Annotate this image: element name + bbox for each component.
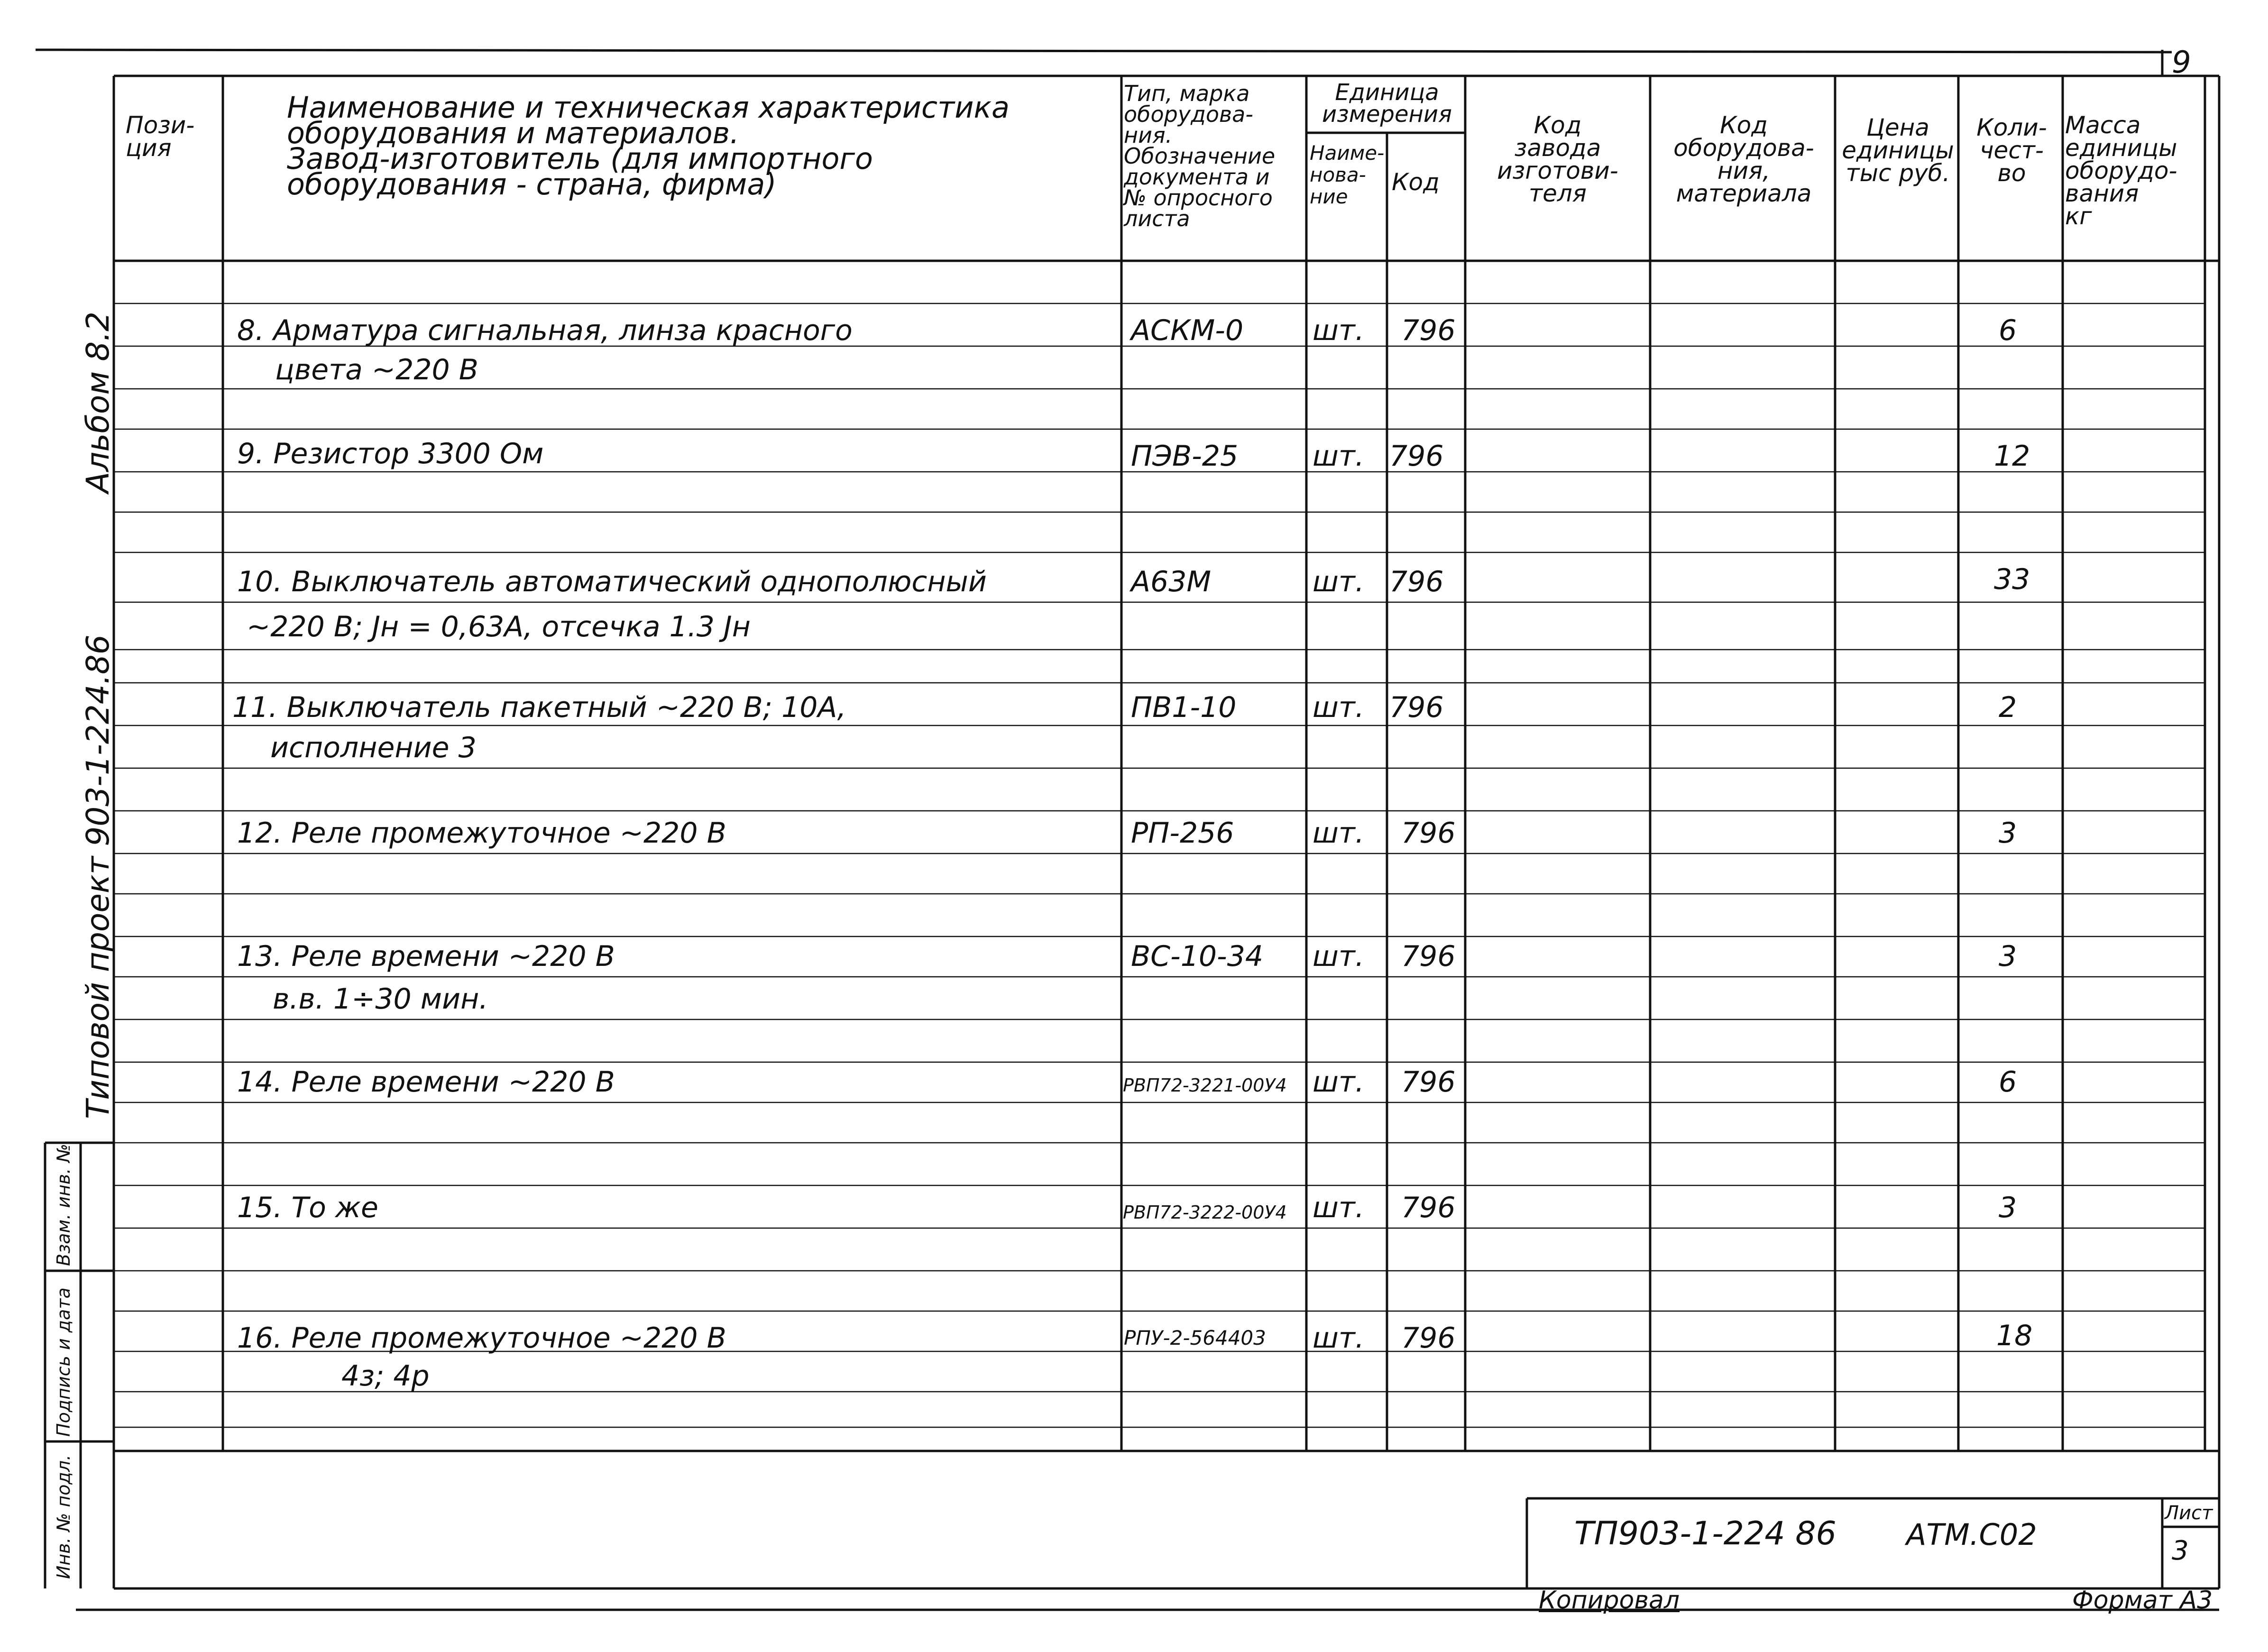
table-row-16-name-cont: 4з; 4р (341, 1359, 430, 1393)
table-row-15-name: 15. То же (237, 1191, 378, 1224)
table-row-8-unit: шт. (1313, 314, 1364, 347)
table-row-8-name-cont: цвета ~220 В (275, 353, 478, 386)
table-row-11-type: ПВ1-10 (1131, 691, 1237, 724)
table-row-15-unit: шт. (1313, 1191, 1364, 1224)
table-row-8-type: АСКМ-0 (1131, 314, 1244, 347)
table-row-9-unit: шт. (1313, 440, 1364, 473)
header-position: Пози- ция (126, 111, 195, 162)
document-mark: АТМ.С02 (1906, 1517, 2037, 1552)
table-row-9-type: ПЭВ-25 (1131, 440, 1239, 473)
sheet-number: 3 (2172, 1535, 2189, 1566)
corner-sheet-number: 9 (2172, 45, 2191, 80)
table-row-11-code: 796 (1389, 691, 1444, 724)
table-row-13-qty: 3 (1999, 940, 2017, 973)
table-row-12-type: РП-256 (1131, 817, 1234, 850)
table-row-8-qty: 6 (1999, 314, 2017, 347)
table-row-11-unit: шт. (1313, 691, 1364, 724)
header-unit-code: Код (1392, 168, 1440, 196)
table-row-12-code: 796 (1401, 817, 1456, 850)
table-row-12-name: 12. Реле промежуточное ~220 В (237, 817, 726, 850)
sheet-label: Лист (2165, 1502, 2213, 1524)
table-row-13-name-cont: в.в. 1÷30 мин. (273, 982, 488, 1016)
header-equipment-code: Код оборудова- ния, материала (1673, 111, 1814, 207)
table-row-11-name: 11. Выключатель пакетный ~220 В; 10А, (232, 691, 846, 724)
table-row-14-code: 796 (1401, 1065, 1456, 1099)
table-row-13-name: 13. Реле времени ~220 В (237, 940, 615, 973)
stamp-inv-number: Инв. № подл. (53, 1454, 74, 1579)
table-row-13-code: 796 (1401, 940, 1456, 973)
table-row-11-name-cont: исполнение 3 (270, 731, 477, 764)
stamp-signature-date: Подпись и дата (53, 1287, 74, 1437)
table-row-10-unit: шт. (1313, 565, 1364, 598)
header-unit: Единица измерения (1322, 79, 1452, 128)
header-price: Цена единицы тыс руб. (1842, 114, 1954, 187)
header-quantity: Коли- чест- во (1976, 114, 2047, 187)
album-label: Альбом 8.2 (80, 311, 116, 493)
table-row-14-unit: шт. (1313, 1065, 1364, 1099)
header-unit-name: Наиме- нова- ние (1310, 141, 1385, 208)
table-row-16-qty: 18 (1996, 1319, 2033, 1352)
table-row-12-qty: 3 (1999, 817, 2017, 850)
table-row-8-code: 796 (1401, 314, 1456, 347)
table-row-10-type: А63М (1131, 565, 1212, 598)
table-row-10-code: 796 (1389, 565, 1444, 598)
table-row-10-name-cont: ~220 В; Jн = 0,63А, отсечка 1.3 Jн (247, 610, 751, 643)
table-row-10-qty: 33 (1994, 563, 2030, 596)
table-row-9-name: 9. Резистор 3300 Ом (237, 437, 544, 470)
table-row-9-code: 796 (1389, 440, 1444, 473)
document-number: ТП903-1-224 86 (1574, 1515, 1836, 1552)
format-label: Формат А3 (2072, 1586, 2213, 1615)
table-row-16-code: 796 (1401, 1322, 1456, 1355)
table-row-14-type: РВП72-3221-00У4 (1123, 1075, 1287, 1096)
table-row-15-type: РВП72-3222-00У4 (1123, 1202, 1287, 1223)
table-row-16-name: 16. Реле промежуточное ~220 В (237, 1322, 726, 1355)
project-label: Типовой проект 903-1-224.86 (80, 634, 116, 1119)
table-row-16-unit: шт. (1313, 1322, 1364, 1355)
table-row-14-qty: 6 (1999, 1065, 2017, 1099)
table-row-10-name: 10. Выключатель автоматический однополюсный (237, 565, 987, 598)
table-row-12-unit: шт. (1313, 817, 1364, 850)
table-row-9-qty: 12 (1994, 440, 2030, 473)
header-mass: Масса единицы оборудо- вания кг (2065, 111, 2177, 230)
table-row-15-code: 796 (1401, 1191, 1456, 1224)
table-row-14-name: 14. Реле времени ~220 В (237, 1065, 615, 1099)
header-type: Тип, марка оборудова- ния. Обозначение документа и № опросного листа (1124, 81, 1276, 231)
header-plant-code: Код завода изготови- теля (1497, 111, 1618, 207)
table-row-15-qty: 3 (1999, 1191, 2017, 1224)
table-row-13-unit: шт. (1313, 940, 1364, 973)
copied-by: Копировал (1539, 1586, 1680, 1615)
table-row-16-type: РПУ-2-564403 (1124, 1326, 1266, 1349)
stamp-replacement-inv: Взам. инв. № (53, 1143, 74, 1266)
table-row-8-name: 8. Арматура сигнальная, линза красного (237, 314, 853, 347)
table-row-11-qty: 2 (1999, 691, 2017, 724)
table-row-13-type: ВС-10-34 (1131, 940, 1264, 973)
header-name: Наименование и техническая характеристика оборудования и материалов. Завод-изготовитель (для импортного оборудования - страна, фирма) (287, 90, 1010, 202)
